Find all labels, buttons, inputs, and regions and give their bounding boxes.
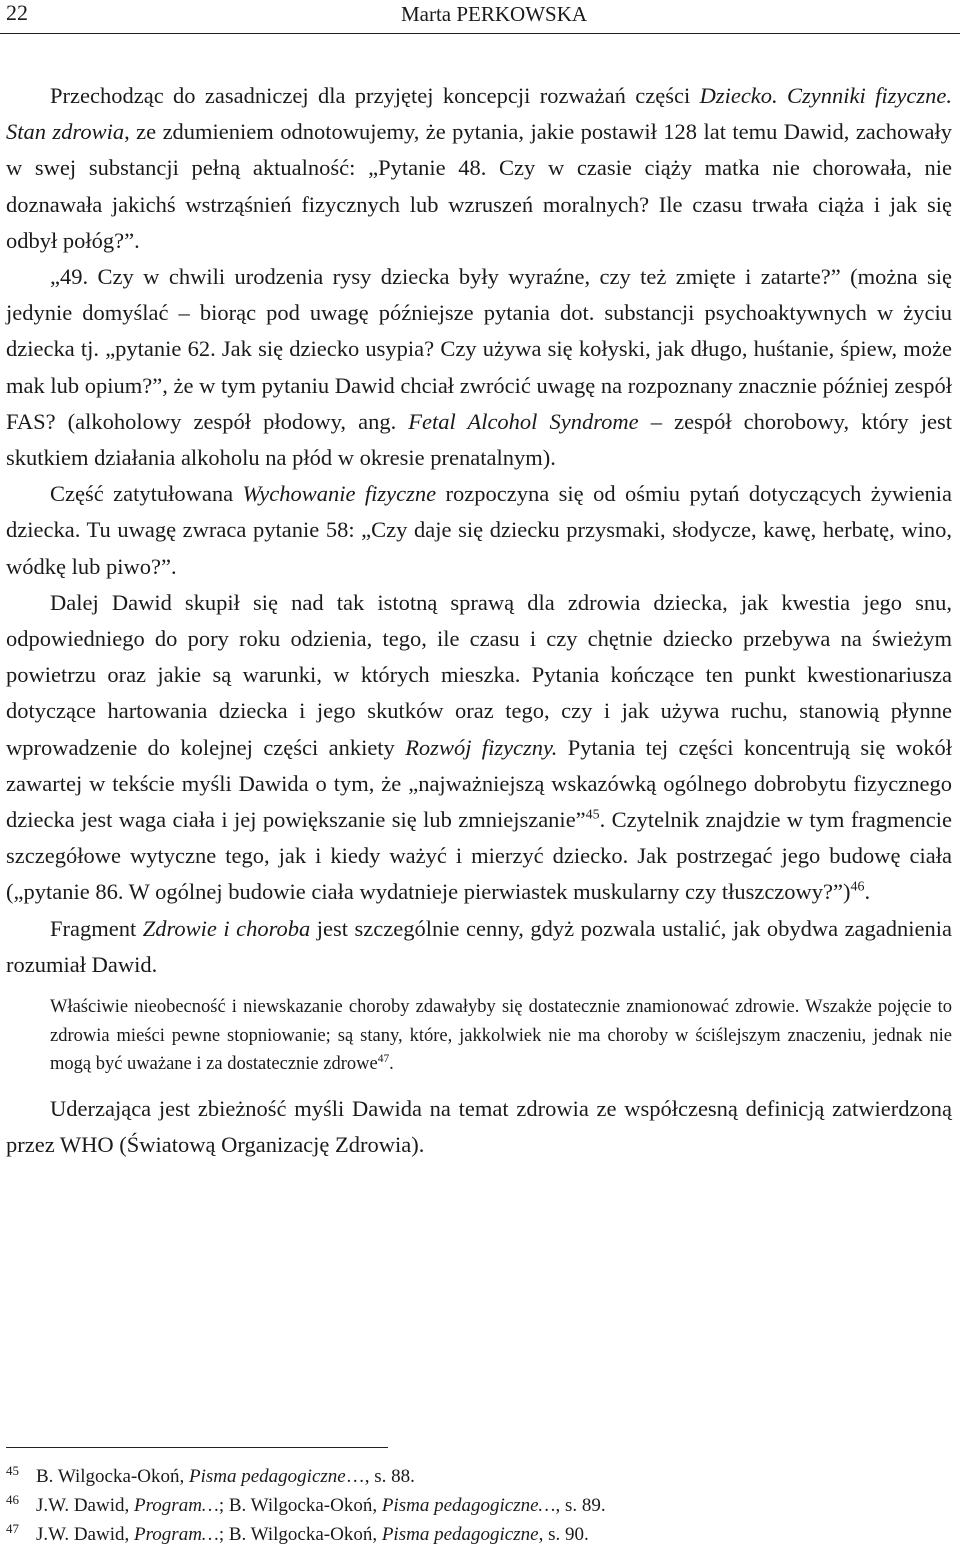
footnote-ref: 46 [850,879,865,895]
footnote-text: B. Wilgocka-Okoń, [36,1466,189,1487]
footnote-text: J.W. Dawid, [36,1495,134,1516]
footnote-ref: 47 [377,1052,390,1065]
italic-text-run: Zdrowie i choroba [142,915,311,941]
text-run: Fragment [50,915,143,941]
footnote [6,1462,952,1491]
footnote-text: , s. 90. [538,1524,589,1545]
text-run: „49. Czy w chwili urodzenia rysy dziecka były wyraźne, czy też zmięte i zatarte?” (można się jedynie domyślać – biorąc pod uwagę późniejsze pytania dot. substancji psychoaktywnych w życiu dziecka tj. „pytanie 62. Jak się dziecko usypia? Czy używa się kołyski, jak długo, huśtanie, śpiew, może mak lub opium?”, że w tym pytaniu Dawid chciał zwrócić uwagę na rozpoznany znacznie później zespół FAS? (alkoholowy zespół płodowy, ang. [6,264,952,434]
footnote-text: ; B. Wilgocka-Okoń, [218,1495,382,1516]
paragraph-4 [6,585,952,911]
footnote-text: …, s. 88. [345,1466,415,1487]
footnote-separator [6,1447,388,1448]
paragraph-1 [6,78,952,259]
paragraph-3 [6,476,952,585]
footnote-ref: 45 [585,807,600,823]
text-run: Przechodząc do zasadniczej dla przyjętej koncepcji rozważań części [50,83,700,108]
text-run: . Czytelnik znajdzie w tym fragmencie szczegółowe wytyczne tego, jak i kiedy ważyć i mierzyć dziecko. Jak postrzegać jego budowę ciała („pytanie 86. W ogólnej budowie ciała wydatnieje pierwiastek muskularny czy tłuszczowy?”) [6,807,952,905]
footnote-number: 47 [6,1521,19,1536]
quote-text: . [389,1054,394,1075]
paragraph-5 [6,911,952,983]
footnote-text: ; B. Wilgocka-Okoń, [218,1524,382,1545]
text-run: Pytania tej części koncentrują się wokół zawartej w tekście myśli Dawida o tym, że „najważniejszą wskazówką ogólnego dobrobytu fizycznego dziecka jest waga ciała i jej powiększanie się lub zmniejszanie” [6,734,952,833]
text-run: . [864,879,871,905]
italic-text-run: Rozwój fizyczny. [405,734,558,760]
footnote-italic: Program… [134,1524,219,1545]
text-run: rozpoczyna się od ośmiu pytań dotyczących żywienia dziecka. Tu uwagę zwraca pytanie 58: „Czy daje się dziecku przysmaki, słodycze, kawę, herbatę, wino, wódkę lub piwo?”. [6,481,952,579]
text-run: Część zatytułowana [50,481,243,507]
footnote [6,1491,952,1520]
text-run: Dalej Dawid skupił się nad tak istotną sprawą dla zdrowia dziecka, jak kwestia jego snu, odpowiedniego do pory roku odzienia, tego, ile czasu i czy chętnie dziecko przebywa na świeżym powietrzu oraz jakie są warunki, w których mieszka. Pytania kończące ten punkt kwestionariusza dotyczące hartowania dziecka i jego skutków oraz tego, czy i jak używa ruchu, stanowią płynne wprowadzenie do kolejnej części ankiety [6,589,952,760]
paragraph-2 [6,259,952,476]
italic-text-run: Wychowanie fizyczne [242,481,437,507]
footnote [6,1520,952,1549]
block-quote [50,993,952,1079]
text-run: Uderzająca jest zbieżność myśli Dawida na temat zdrowia ze współczesną definicją zatwierdzoną przez WHO (Światową Organizację Zdrowia). [6,1095,952,1157]
italic-text-run: Dziecko. Czynniki fizyczne. Stan zdrowia [6,83,952,145]
text-run: , ze zdumieniem odnotowujemy, że pytania, jakie postawił 128 lat temu Dawid, zachowały w swej substancji pełną aktualność: „Pytanie 48. Czy w czasie ciąży matka nie chorowała, nie doznawała jakichś wstrząśnień fizycznych lub wzruszeń moralnych? Ile czasu trwała ciąża i jak się odbył połóg?”. [6,119,953,253]
text-run: – zespół chorobowy, który jest skutkiem działania alkoholu na płód w okresie prenatalnym). [6,408,952,471]
footnote-text: , s. 89. [555,1495,606,1516]
text-run: jest szczególnie cenny, gdyż pozwala ustalić, jak obydwa zagadnienia rozumiał Dawid. [6,915,953,977]
footnote-italic: Pisma pedagogiczne… [381,1495,556,1516]
quote-text: Właściwie nieobecność i niewskazanie choroby zdawałyby się dostatecznie znamionować zdrowie. Wszakże pojęcie to zdrowia mieści pewne stopniowanie; są stany, które, jakkolwiek nie ma choroby w ściślejszym znaczeniu, jednak nie mogą być uważane i za dostatecznie zdrowe [50,997,952,1075]
footnote-text: J.W. Dawid, [36,1524,134,1545]
running-header [0,0,960,34]
footnote-italic: Program… [134,1495,219,1516]
page-number: 22 [6,0,28,25]
footnote-italic: Pisma pedagogiczne [381,1524,539,1545]
running-head-author: Marta PERKOWSKA [400,2,588,26]
paragraph-6 [6,1091,952,1163]
footnote-italic: Pisma pedagogiczne [188,1466,346,1487]
italic-text-run: Fetal Alcohol Syndrome [408,408,639,434]
main-text [6,78,952,1163]
footnote-number: 45 [6,1463,19,1478]
footnotes [6,1462,952,1549]
footnote-number: 46 [6,1492,19,1507]
